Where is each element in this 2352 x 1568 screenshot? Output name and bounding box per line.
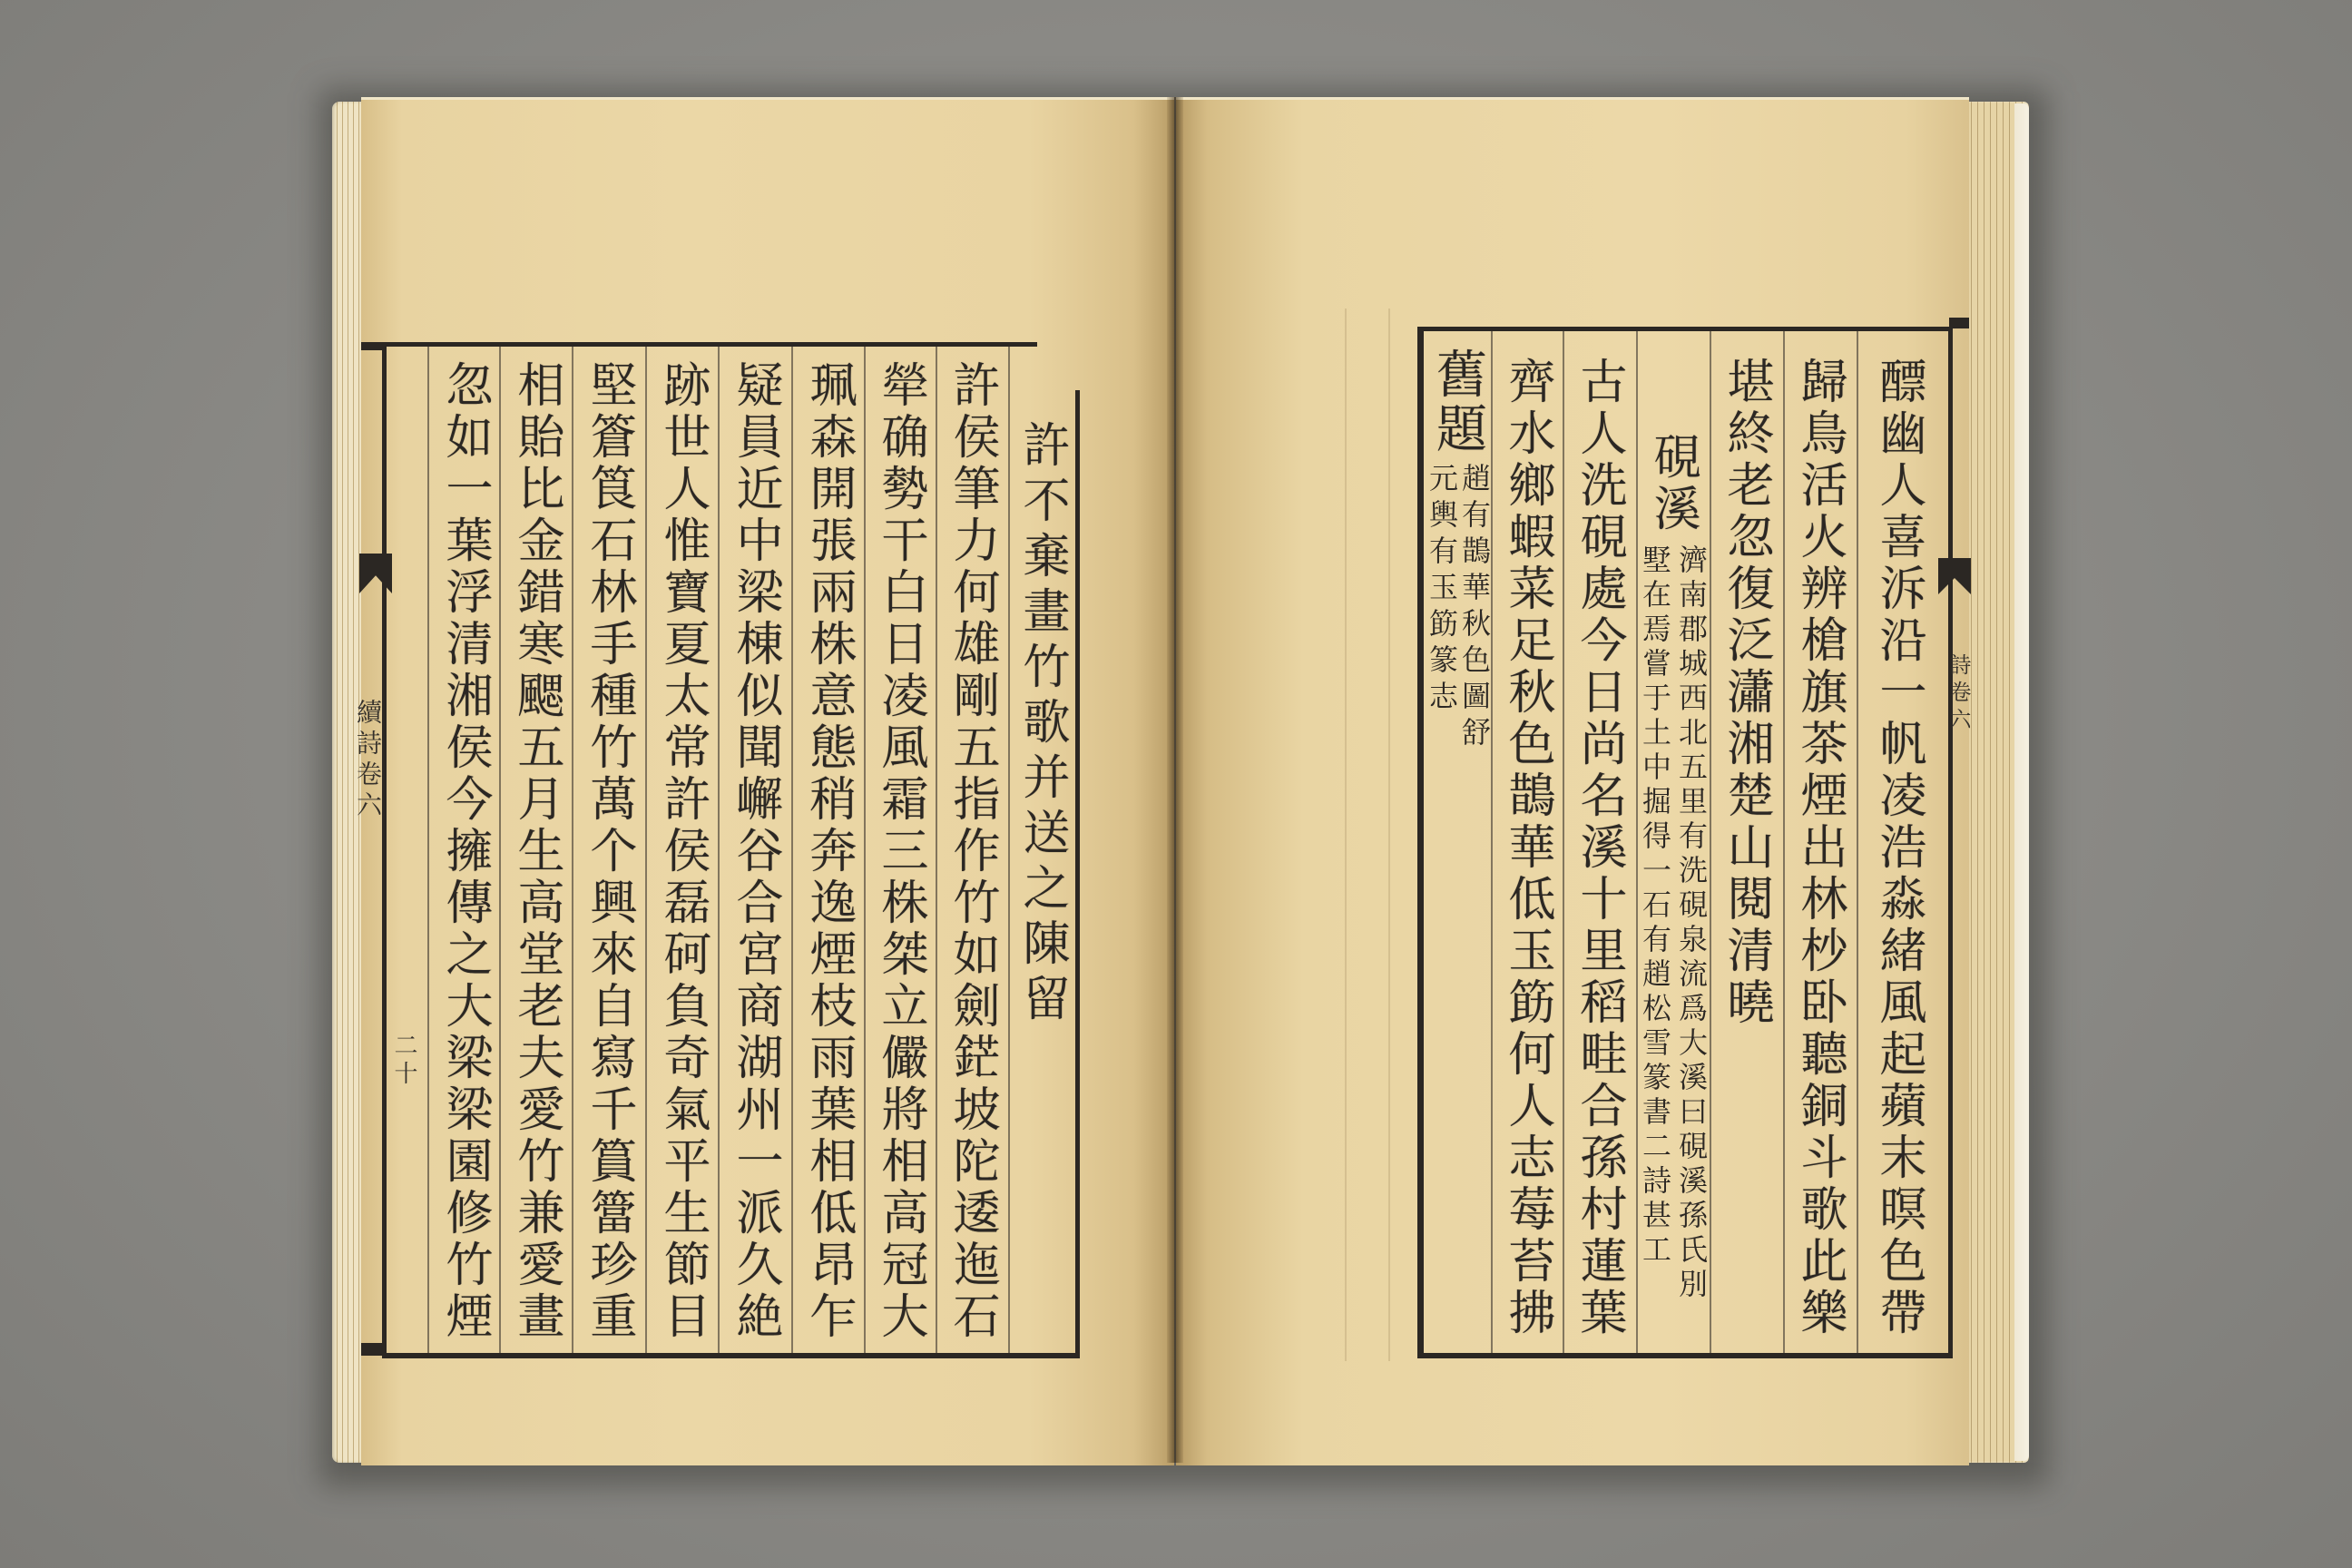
- right-frame-outer-border: [1417, 327, 1424, 1358]
- column-rule: [1857, 331, 1858, 1354]
- show-through-rule: [1388, 309, 1390, 1361]
- poem-title-yanxi: 硯溪: [1645, 432, 1700, 535]
- closing-note-left: 元輿有玉筯篆志: [1425, 463, 1459, 717]
- right-frame-bottom: [1417, 1353, 1953, 1358]
- right-fold-top-mark: [1949, 318, 1969, 328]
- right-frame-fold-border: [1948, 327, 1953, 1358]
- book-cover-edge: [2014, 103, 2029, 1461]
- left-fold-bottom-mark: [361, 1343, 385, 1356]
- verse-line-6: 堅篬筤石林手種竹萬个興來自寫千篔簹珍重: [582, 360, 636, 1343]
- right-frame-top: [1417, 327, 1953, 331]
- book-gutter: [1167, 97, 1183, 1463]
- poem-line-1: 古人洗硯處今日尚名溪十里稻畦合孫村蓮葉: [1572, 357, 1626, 1339]
- left-frame-bottom: [382, 1353, 1080, 1358]
- right-running-title: 詩卷六: [1945, 653, 1971, 735]
- verse-line-continued-3: 堪終老忽復泛瀟湘楚山閱清曉: [1719, 357, 1773, 1029]
- poem-title: 許不棄畫竹歌并送之陳留: [1014, 420, 1069, 1029]
- left-page-number: 二十: [390, 1033, 417, 1089]
- verse-line-continued-2: 歸鳥活火辨槍旗茶煙出林杪卧聽銅斗歌此樂: [1792, 357, 1847, 1339]
- closing-label: 舊題: [1428, 348, 1487, 456]
- verse-line-7: 相貽比金錯寒颸五月生高堂老夫愛竹兼愛畫: [509, 360, 564, 1343]
- left-running-title: 續詩卷六: [353, 699, 383, 822]
- verse-line-5: 跡世人惟寶夏太常許侯磊砢負奇氣平生節目: [655, 360, 710, 1343]
- left-fold-top-mark: [361, 342, 387, 350]
- closing-note-right: 趙有鵲華秋色圖舒: [1457, 463, 1492, 753]
- show-through-rule: [1345, 309, 1347, 1361]
- verse-line-3: 珮森開張兩株意態稍奔逸煙枝雨葉相低昂乍: [801, 360, 856, 1343]
- title-note-left: 墅在焉嘗于土中掘得一石有趙松雪篆書二詩甚工: [1638, 544, 1672, 1269]
- verse-line-2: 犖确勢干白日凌風霜三株桀立儼將相高冠大: [873, 360, 927, 1343]
- left-frame-top: [382, 342, 1037, 347]
- poem-line-2: 齊水鄉蝦菜足秋色鵲華低玉筯何人志莓苔拂: [1500, 357, 1554, 1339]
- left-frame-fold-border: [382, 342, 387, 1358]
- title-note-right: 濟南郡城西北五里有洗硯泉流爲大溪曰硯溪孫氏別: [1674, 544, 1709, 1303]
- verse-line-continued-1: 醥幽人喜泝沿一帆凌浩淼緒風起蘋末暝色帶: [1871, 357, 1926, 1339]
- verse-line-1: 許侯筆力何雄剛五指作竹如劍鋩坡陀逶迤石: [945, 360, 999, 1343]
- verse-line-8: 忽如一葉浮清湘侯今擁傳之大梁梁園修竹煙: [437, 360, 492, 1343]
- verse-line-4: 疑員近中梁棟似聞嶰谷合宮商湖州一派久絶: [728, 360, 782, 1343]
